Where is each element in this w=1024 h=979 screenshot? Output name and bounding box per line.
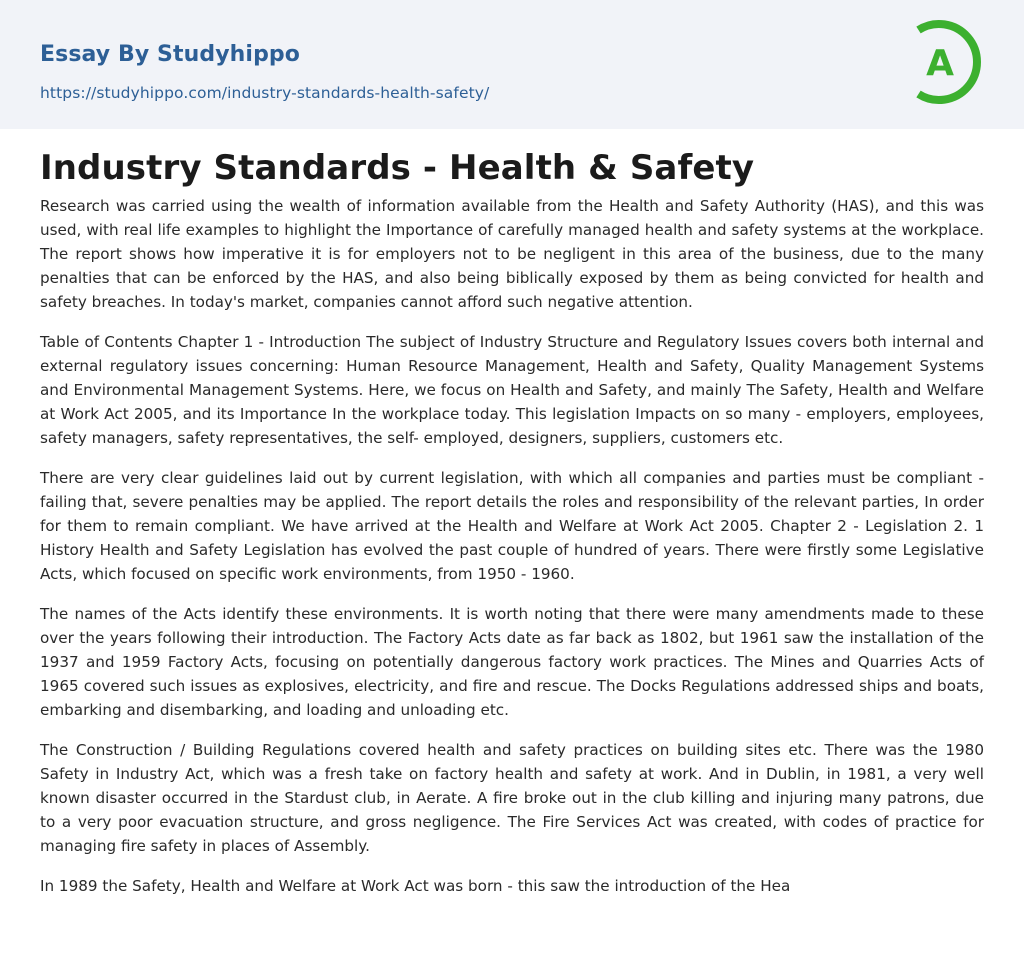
logo-letter: A: [926, 43, 954, 84]
brand-title[interactable]: Essay By Studyhippo: [40, 42, 300, 67]
article-paragraph: The names of the Acts identify these environments. It is worth noting that there were many amendments made to these over the years following their introduction. The Factory Acts date as far back as 1802, but 1961 saw the installation of the 1937 and 1959 Factory Acts, focusing on potentially dangerous factory work practices. The Mines and Quarries Acts of 1965 covered such issues as explosives, electricity, and fire and rescue. The Docks Regulations addressed ships and boats, embarking and disembarking, and loading and unloading etc.: [40, 605, 984, 719]
article-body: [0, 129, 1024, 898]
article-paragraph: The Construction / Building Regulations covered health and safety practices on building sites etc. There was the 1980 Safety in Industry Act, which was a fresh take on factory health and safety at work. And in Dublin, in 1981, a very well known disaster occurred in the Stardust club, in Aerate. A fire broke out in the club killing and injuring many patrons, due to a very poor evacuation structure, and gross negligence. The Fire Services Act was created, with codes of practice for managing fire safety in places of Assembly.: [40, 741, 984, 855]
page-header: [0, 0, 1024, 129]
article-paragraph: Research was carried using the wealth of information available from the Health and Safety Authority (HAS), and this was used, with real life examples to highlight the Importance of carefully managed health and safety systems at the workplace. The report shows how imperative it is for employers not to be negligent in this area of the business, due to the many penalties that can be enforced by the HAS, and also being biblically exposed by them as being convicted for health and safety breaches. In today's market, companies cannot afford such negative attention.: [40, 197, 984, 311]
studyhippo-logo-icon[interactable]: [912, 19, 986, 105]
article-paragraph: Table of Contents Chapter 1 - Introduction The subject of Industry Structure and Regulatory Issues covers both internal and external regulatory issues concerning: Human Resource Management, Health and Safety, Quality Management Systems and Environmental Management Systems. Here, we focus on Health and Safety, and mainly The Safety, Health and Welfare at Work Act 2005, and its Importance In the workplace today. This legislation Impacts on so many - employers, employees, safety managers, safety representatives, the self- employed, designers, suppliers, customers etc.: [40, 333, 984, 447]
source-url-link[interactable]: https://studyhippo.com/industry-standards-health-safety/: [40, 84, 490, 102]
page-title: Industry Standards - Health & Safety: [40, 148, 755, 188]
article-paragraph: In 1989 the Safety, Health and Welfare at Work Act was born - this saw the introduction of the Hea: [40, 877, 791, 895]
article-paragraph: There are very clear guidelines laid out by current legislation, with which all companies and parties must be compliant - failing that, severe penalties may be applied. The report details the roles and responsibility of the relevant parties, In order for them to remain compliant. We have arrived at the Health and Welfare at Work Act 2005. Chapter 2 - Legislation 2. 1 History Health and Safety Legislation has evolved the past couple of hundred of years. There were firstly some Legislative Acts, which focused on specific work environments, from 1950 - 1960.: [40, 469, 984, 583]
